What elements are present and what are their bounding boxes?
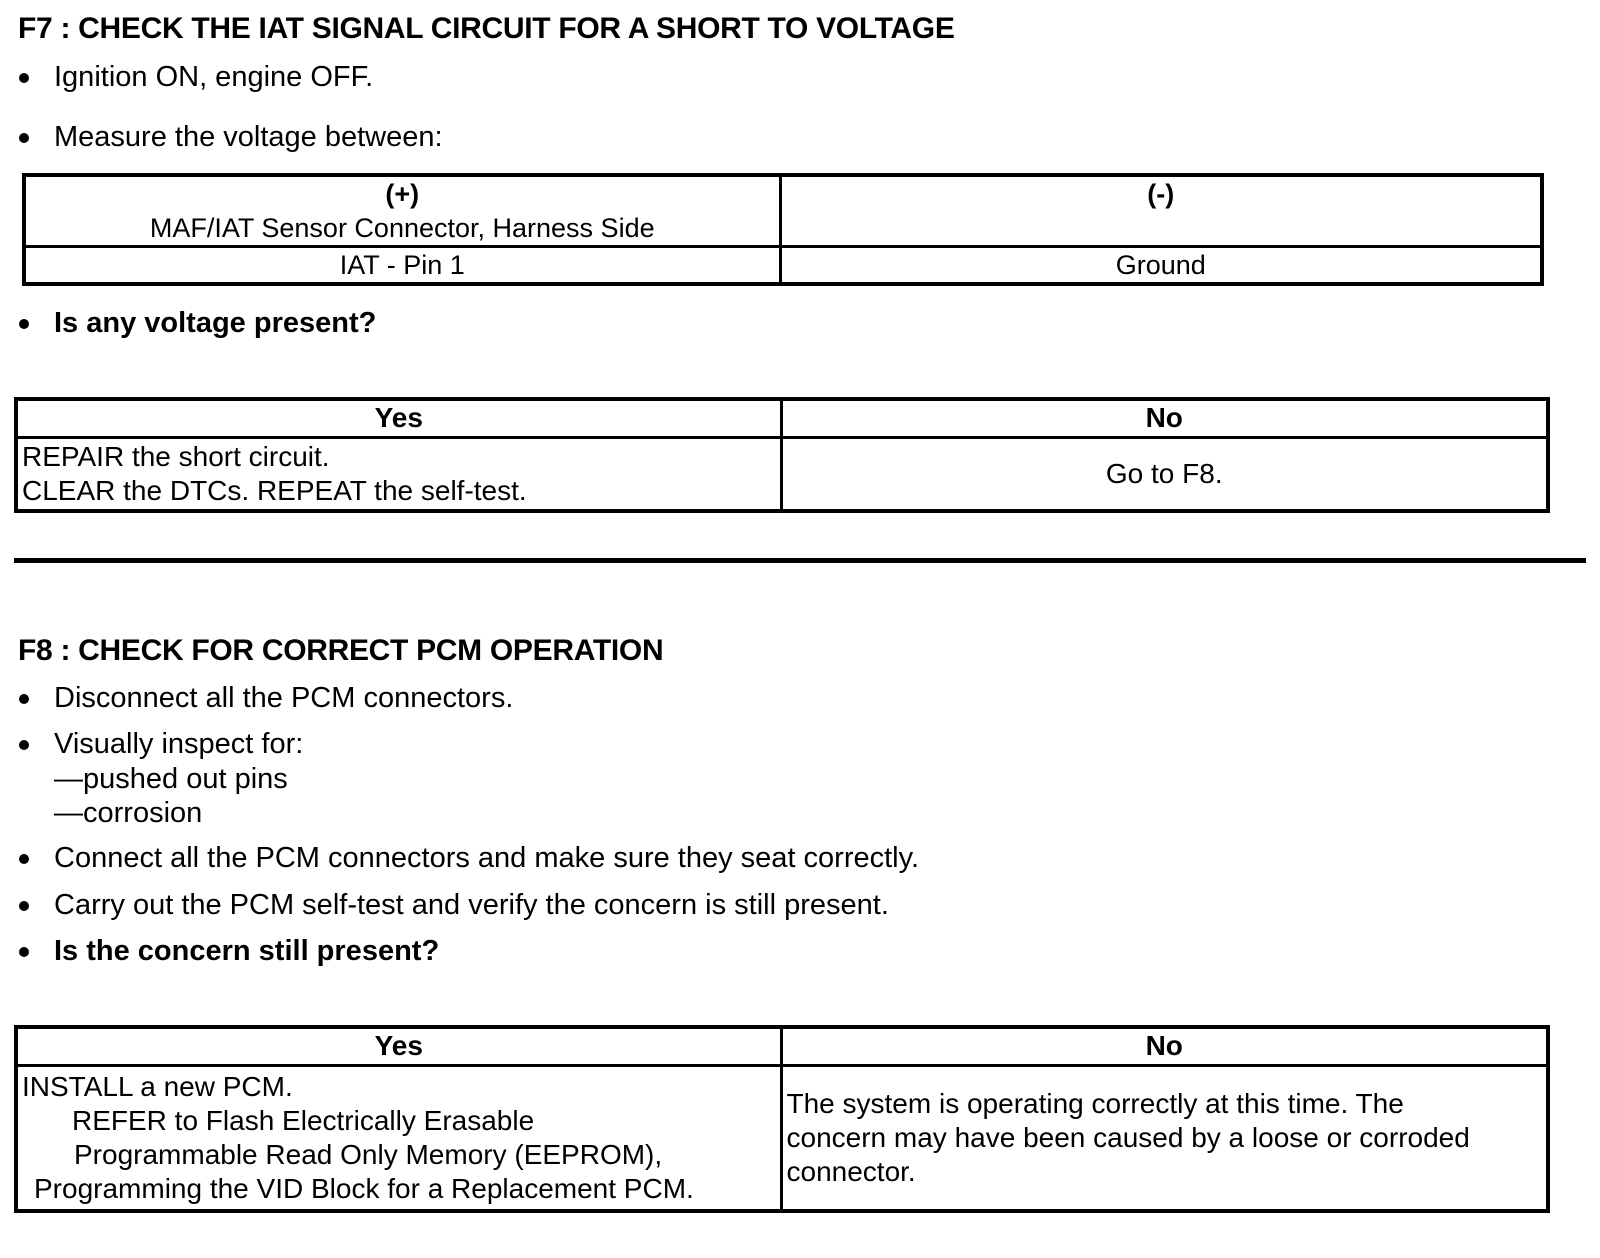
no-line: connector. (786, 1155, 916, 1187)
bullet-icon (19, 947, 29, 957)
f8-step-inspect (54, 727, 303, 761)
table-row (24, 247, 1542, 285)
no-cell: Go to F8. (781, 437, 1548, 511)
table-row (16, 399, 1548, 437)
f8-result-table (14, 1025, 1550, 1213)
table-row (16, 1065, 1548, 1211)
yes-header: Yes (16, 1027, 781, 1065)
yes-line: Programming the VID Block for a Replacement PCM. (34, 1172, 694, 1204)
f7-step-ignition (54, 60, 373, 94)
no-cell (781, 1065, 1548, 1211)
yes-cell (16, 437, 781, 511)
f8-question (54, 934, 439, 968)
step-text: Disconnect all the PCM connectors. (54, 682, 514, 714)
yes-line: Programmable Read Only Memory (EEPROM), (74, 1138, 663, 1170)
no-line: concern may have been caused by a loose or corroded (786, 1121, 1470, 1153)
bullet-icon (19, 73, 29, 83)
minus-header-cell (780, 175, 1542, 247)
yes-header: Yes (16, 399, 781, 437)
plus-header: (+) (385, 179, 420, 209)
minus-header: (-) (1147, 179, 1175, 209)
yes-cell (16, 1065, 781, 1211)
inspect-item: —corrosion (54, 797, 203, 829)
step-text: Carry out the PCM self-test and verify the concern is still present. (54, 889, 889, 921)
minus-value: Ground (780, 247, 1542, 285)
f8-step-connect (54, 841, 919, 875)
question-text: Is the concern still present? (54, 935, 440, 967)
f8-step-selftest (54, 888, 889, 922)
table-row (16, 437, 1548, 511)
table-row (24, 175, 1542, 247)
step-text: Connect all the PCM connectors and make sure they seat correctly. (54, 842, 920, 874)
yes-line: REFER to Flash Electrically Erasable (72, 1104, 535, 1136)
bullet-icon (19, 740, 29, 750)
no-header: No (781, 399, 1548, 437)
section-divider (14, 558, 1586, 563)
f8-step-disconnect (54, 681, 513, 715)
f7-step-measure (54, 120, 443, 154)
yes-line: REPAIR the short circuit. (22, 440, 330, 472)
bullet-icon (19, 854, 29, 864)
plus-subheader: MAF/IAT Sensor Connector, Harness Side (149, 213, 655, 243)
yes-line: CLEAR the DTCs. REPEAT the self-test. (22, 474, 527, 506)
f7-measure-table (22, 173, 1544, 286)
bullet-icon (19, 901, 29, 911)
plus-header-cell (24, 175, 780, 247)
plus-value: IAT - Pin 1 (24, 247, 780, 285)
step-text: Ignition ON, engine OFF. (54, 61, 374, 93)
table-row (16, 1027, 1548, 1065)
f7-question (54, 306, 376, 340)
no-header: No (781, 1027, 1548, 1065)
inspect-item: —pushed out pins (54, 763, 288, 795)
f7-heading: F7 : CHECK THE IAT SIGNAL CIRCUIT FOR A SHORT TO VOLTAGE (18, 12, 955, 45)
yes-line: INSTALL a new PCM. (22, 1070, 293, 1102)
bullet-icon (19, 133, 29, 143)
no-line: The system is operating correctly at this time. The (786, 1087, 1404, 1119)
bullet-icon (19, 694, 29, 704)
f7-result-table (14, 397, 1550, 513)
step-text: Visually inspect for: (54, 728, 304, 760)
question-text: Is any voltage present? (54, 307, 377, 339)
step-text: Measure the voltage between: (54, 121, 443, 153)
bullet-icon (19, 319, 29, 329)
f8-heading: F8 : CHECK FOR CORRECT PCM OPERATION (18, 634, 664, 667)
